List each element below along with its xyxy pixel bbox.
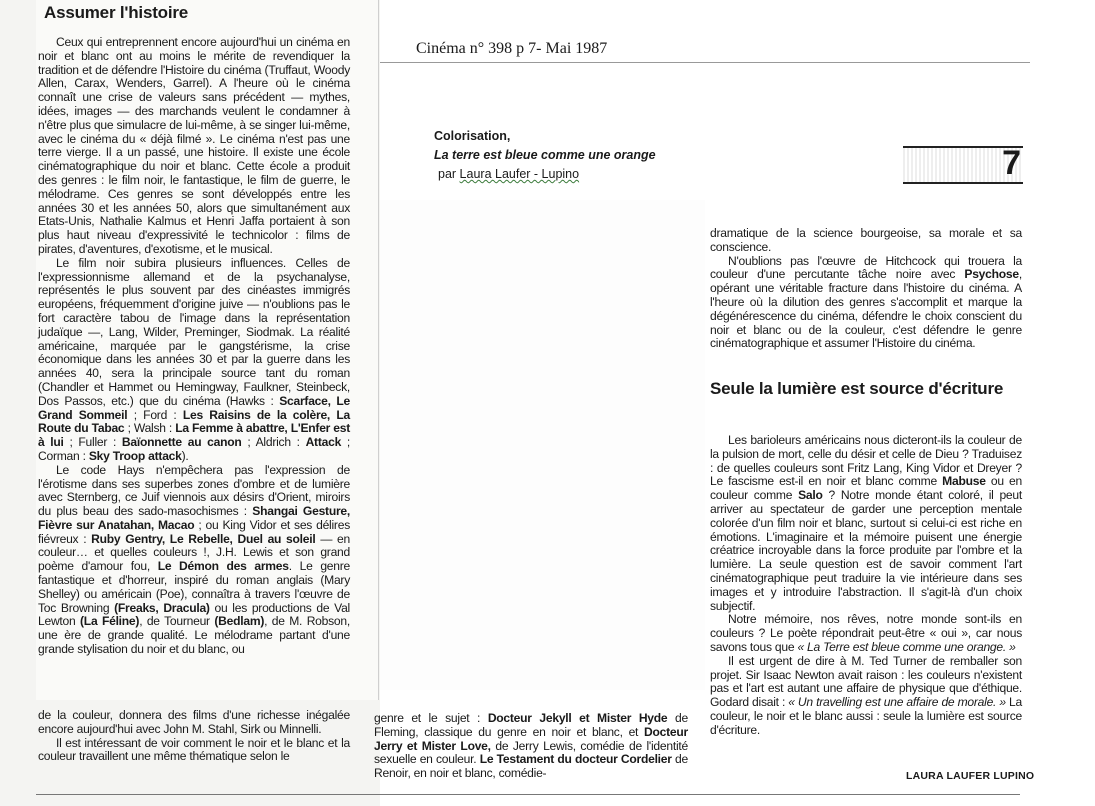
- paragraph: Le code Hays n'empêchera pas l'expression de l'érotisme dans ses superbes zones d'ombre et de lumière avec Sternberg, ce Juif viennois aux désirs d'Orient, miroirs du plus beau des sado-masochismes : Shangai Gesture, Fièvre sur Anatahan, Macao ; ou King Vidor et ses délires fiévreux : Ruby Gentry, Le Rebelle, Duel au soleil — en couleur… et quelles couleurs !, J.H. Lewis et son grand poème d'amour fou, Le Démon des armes. Le genre fantastique et d'horreur, inspiré du roman anglais (Mary Shelley) ou américain (Poe), connaîtra à travers l'œuvre de Toc Browning (Freaks, Dracula) ou les productions de Val Lewton (La Féline), de Tourneur (Bedlam), de M. Robson, une ère de grande qualité. Le mélodrame partant d'une grande stylisation du noir et du blanc, ou: [38, 462, 351, 657]
- column-3-continued: [710, 434, 1022, 738]
- paragraph: Notre mémoire, nos rêves, notre monde sont-ils en couleurs ? Le poète répondrait peut-être « oui », car nous savons tous que « La Terre est bleue comme une orange. »: [710, 612, 1022, 654]
- bottom-rule: [36, 794, 1020, 795]
- page-number-box: [903, 146, 1023, 184]
- paragraph: N'oublions pas l'œuvre de Hitchcock qui trouera la couleur d'une percutante tâche noire avec Psychose, opérant une véritable fracture dans l'histoire du cinéma. A l'heure où la dilution des genres s'accomplit et marque la dégénérescence du cinéma, défendre le choix conscient du noir et blanc ou de la couleur, c'est défendre le genre cinématographique et assumer l'Histoire du cinéma.: [710, 253, 1022, 351]
- column-1-continued: [38, 709, 350, 764]
- paragraph: Le film noir subira plusieurs influences. Celles de l'expressionnisme allemand et de la psychanalyse, représentés le plus souvent par des cinéastes immigrés européens, fréquemment d'origine juive — n'oublions pas le fort caractère tabou de l'image dans la représentation judaïque —, Lang, Wilder, Preminger, Siodmak. La réalité américaine, marquée par le gangstérisme, la crise économique dans les années 30 et par la guerre dans les années 40, sera la principale source tant du roman (Chandler et Hammet ou Hemingway, Faulkner, Steinbeck, Dos Passos, etc.) que du cinéma (Hawks : Scarface, Le Grand Sommeil ; Ford : Les Raisins de la colère, La Route du Tabac ; Walsh : La Femme à abattre, L'Enfer est à lui ; Fuller : Baïonnette au canon ; Aldrich : Attack ; Corman : Sky Troop attack).: [38, 255, 351, 463]
- subheading: Seule la lumière est source d'écriture: [710, 379, 1004, 398]
- caption-author: Laura Laufer - Lupino: [459, 167, 580, 181]
- column-2: [374, 712, 688, 781]
- paragraph: Les barioleurs américains nous dicteront-ils la couleur de la pulsion de mort, celle du désir et celle de Dieu ? Traduisez : de quelles couleurs sont Fritz Lang, King Vidor et Dreyer ? Le fascisme est-il en noir et blanc comme Mabuse ou en couleur comme Salo ? Notre monde étant coloré, il peut arriver au spectateur de garder une perception mentale colorée d'un film noir et blanc, surtout si celui-ci est riche en émotions. L'imaginaire et la mémoire puisent une énergie créatrice incroyable dans la force produite par l'ombre et la lumière. La seule question est de savoir comment l'art cinématographique peut traduire la vie intérieure dans ses images et y introduire l'abstraction. Il s'agit-là d'un choix subjectif.: [710, 433, 1023, 613]
- paragraph: Ceux qui entreprennent encore aujourd'hui un cinéma en noir et blanc ont au moins le mérite de revendiquer la tradition et de défendre l'Histoire du cinéma (Truffaut, Woody Allen, Carax, Wenders, Garrel). A l'heure où le cinéma connaît une crise de valeurs sans précédent — mythes, idées, images — des marchands veulent le condamner à n'être plus que simulacre de lui-même, à se singer lui-même, avec le cinéma du « déjà filmé ». Le cinéma n'est pas une terre vierge. Il a un passé, une histoire. Il existe une école cinématographique du noir et blanc. Cette école a produit des genres : le film noir, le fantastique, le film de guerre, le mélodrame. Ces genres se sont développés entre les années 30 et les années 50, alors que simultanément aux Etats-Unis, Nathalie Kalmus et Henri Jaffa portaient à son plus haut niveau d'expressivité le technicolor : films de pirates, d'aventures, d'exotisme, et le musical.: [38, 35, 350, 256]
- page-number: 7: [1002, 144, 1021, 182]
- author-signature: LAURA LAUFER LUPINO: [906, 770, 1035, 782]
- paragraph: de la couleur, donnera des films d'une richesse inégalée encore aujourd'hui avec John M. Stahl, Sirk ou Minnelli.: [38, 708, 350, 736]
- caption-line1: Colorisation,: [434, 129, 511, 143]
- caption: [434, 127, 656, 184]
- top-rule: [380, 62, 1030, 63]
- column-3: [710, 227, 1022, 351]
- paragraph: Il est intéressant de voir comment le noir et le blanc et la couleur travaillent une même thématique selon le: [38, 735, 350, 764]
- column-1: [38, 36, 350, 657]
- caption-line2: La terre est bleue comme une orange: [434, 148, 656, 162]
- article-title: Assumer l'histoire: [44, 3, 189, 22]
- paragraph: genre et le sujet : Docteur Jekyll et Mister Hyde de Fleming, classique du genre en noir et blanc, et Docteur Jerry et Mister Love, de Jerry Lewis, comédie de l'identité sexuelle en couleur. Le Testament du docteur Cordelier de Renoir, en noir et blanc, comédie-: [374, 711, 689, 781]
- paragraph: dramatique de la science bourgeoise, sa morale et sa conscience.: [710, 226, 1022, 254]
- blank-area: [380, 200, 705, 690]
- paragraph: Il est urgent de dire à M. Ted Turner de remballer son projet. Sir Isaac Newton avait raison : les couleurs n'existent pas et l'art est autant une affaire de physique que d'éthique. Godard disait : « Un travelling est une affaire de morale. » La couleur, le noir et le blanc aussi : seule la lumière est source d'écriture.: [710, 653, 1022, 737]
- caption-prefix: par: [438, 167, 460, 181]
- caption-author-line: [434, 165, 656, 184]
- source-citation: Cinéma n° 398 p 7- Mai 1987: [416, 40, 608, 57]
